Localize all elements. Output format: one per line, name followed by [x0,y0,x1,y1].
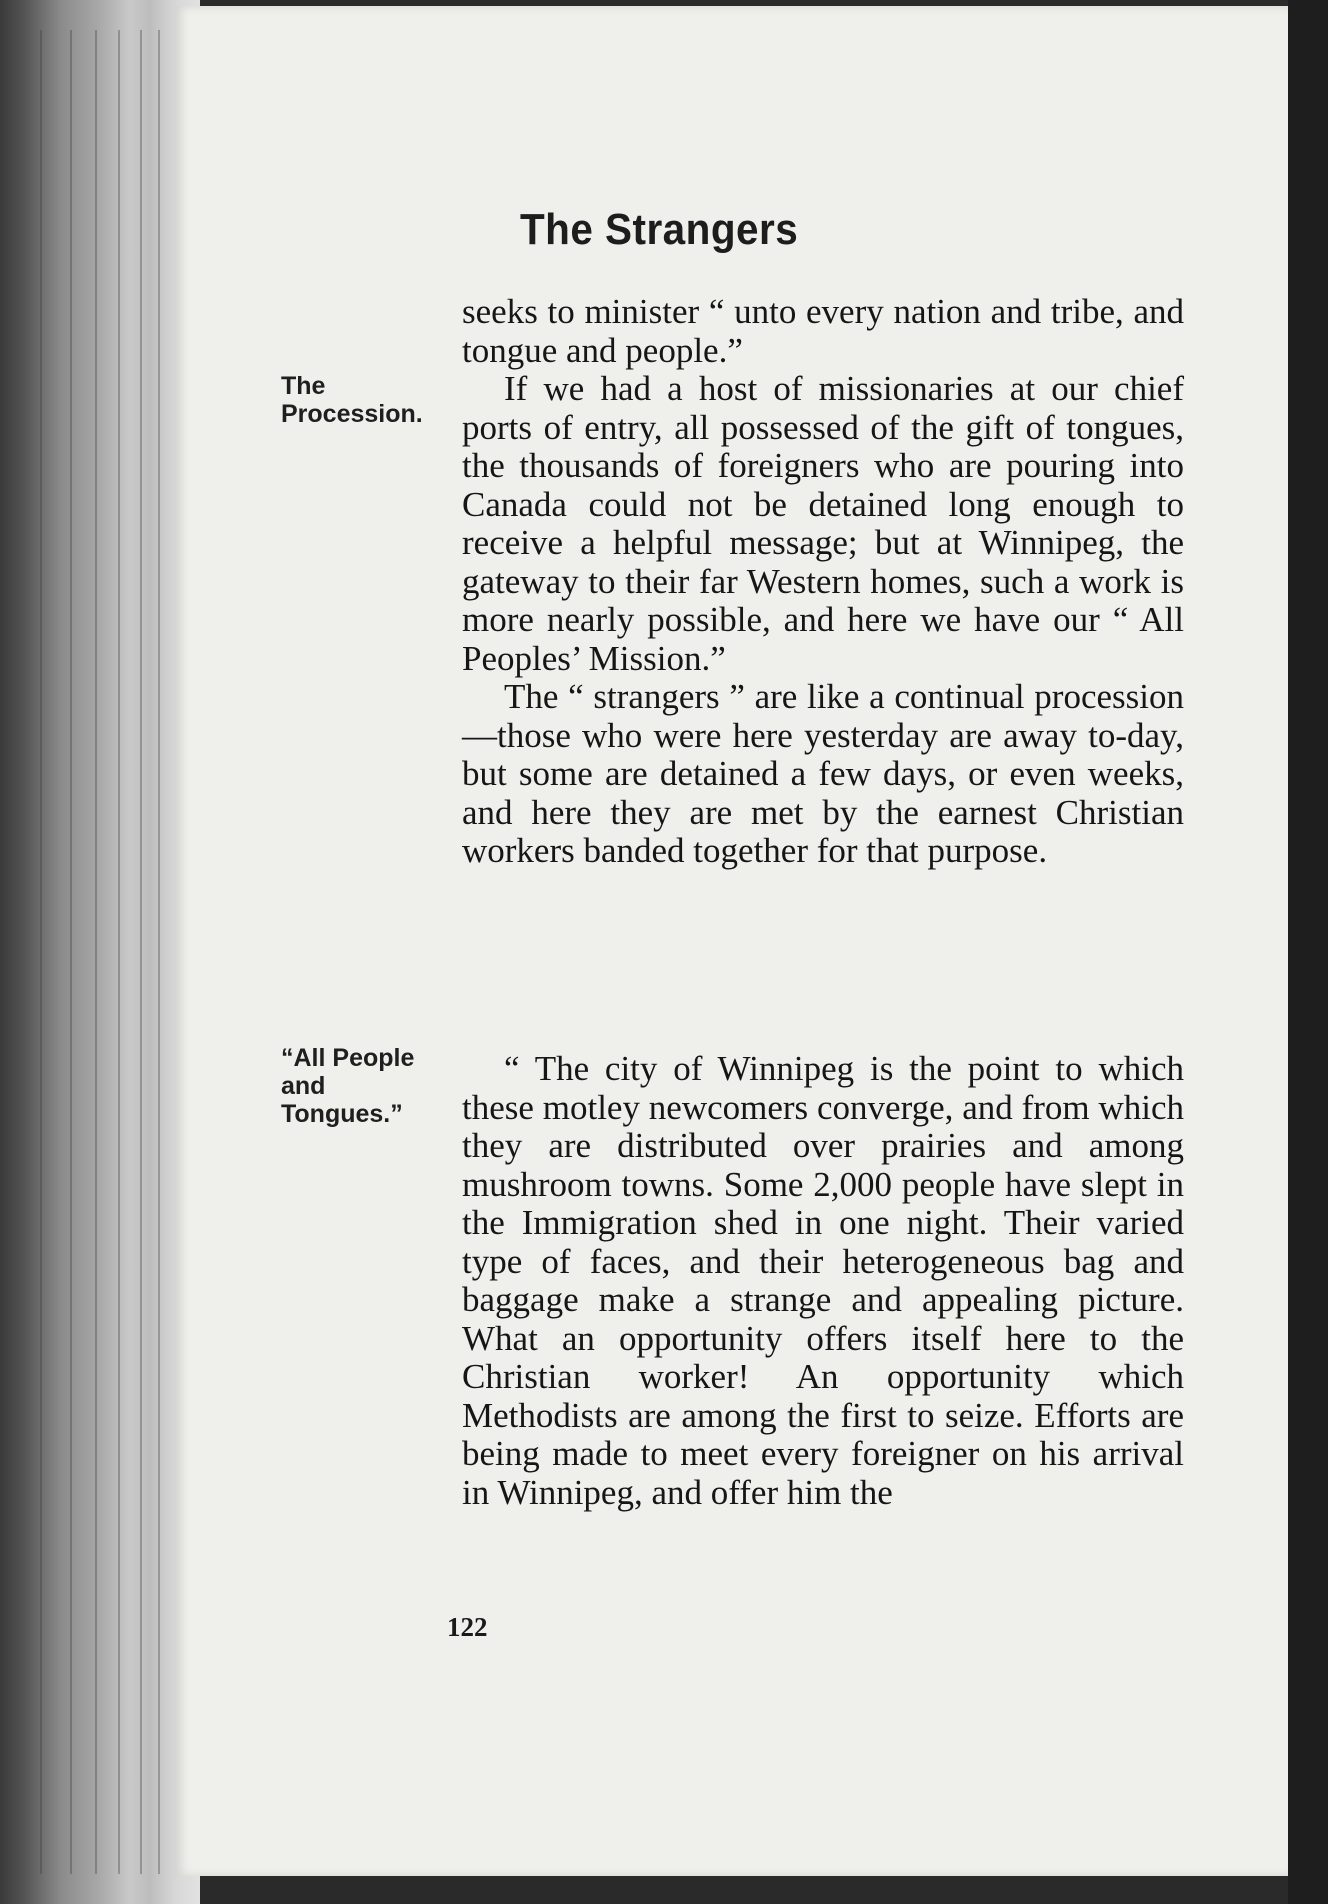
running-head: The Strangers [520,205,799,254]
paragraph-missionaries: If we had a host of missionaries at our chief ports of entry, all possessed of the gift of tongues, the thousands of foreigners who are pouring into Canada could not be detained long enough to receive a helpful message; but at Winnipeg, the gateway to their far Western homes, such a work is more nearly possible, and here we have our “ All Peoples’ Mission.” [462,369,1184,678]
book-page-edges [0,0,200,1904]
margin-note-all-people: “All People and Tongues.” [281,1044,415,1128]
margin-note-procession: The Procession. [281,372,423,428]
paragraph-continuation: seeks to minister “ unto every nation and tribe, and tongue and people.” [462,292,1184,370]
book-page [175,6,1290,1876]
paragraph-procession: The “ strangers ” are like a continual procession—those who were here yesterday are away to-day, but some are detained a few days, or even weeks, and here they are met by the earnest Christian workers banded together for that purpose. [462,677,1184,870]
text-block-bottom [462,1050,1184,1512]
page-number: 122 [447,1612,488,1642]
text-block-top [462,293,1184,871]
paragraph-winnipeg-quote: “ The city of Winnipeg is the point to which these motley newcomers converge, and from which they are distributed over prairies and among mushroom towns. Some 2,000 people have slept in the Immigration shed in one night. Their varied type of faces, and their heterogeneous bag and baggage make a strange and appealing picture. What an opportunity offers itself here to the Christian worker! An opportunity which Methodists are among the first to seize. Efforts are being made to meet every foreigner on his arrival in Winnipeg, and offer him the [462,1049,1184,1512]
scan-background-edge [1288,0,1328,1904]
